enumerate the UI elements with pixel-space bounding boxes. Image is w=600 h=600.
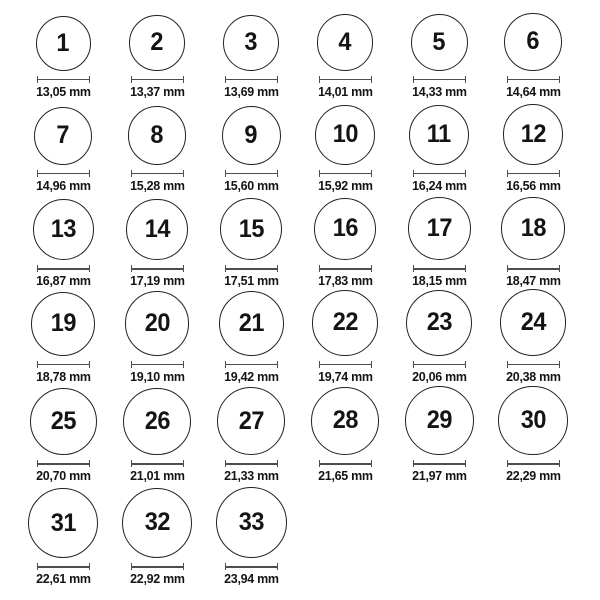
ring-circle [409,105,469,165]
ring-size-number: 5 [432,27,446,56]
diameter-ruler-icon [507,361,560,368]
ring-circle [405,386,474,455]
ring-size-number: 23 [426,308,452,336]
diameter-label: 16,87 mm [35,273,91,288]
diameter-label: 17,83 mm [317,273,373,288]
ring-size-item [392,290,486,384]
diameter-label: 20,38 mm [505,368,561,384]
ring-circle [219,291,284,356]
ring-size-item [204,487,298,586]
diameter-ruler-icon [225,76,278,83]
ring-size-number: 26 [144,406,170,435]
ring-circle [504,13,562,71]
ring-row [16,13,580,99]
ring-size-item [16,388,110,483]
ring-circle [31,292,95,356]
ring-circle [30,388,97,455]
ring-size-item [110,388,204,484]
ring-size-item [486,386,580,484]
ring-row [16,197,580,289]
ring-size-number: 18 [520,213,546,242]
ring-size-item [392,197,486,288]
ring-circle [317,14,374,71]
ring-size-item [298,198,392,289]
ring-size-item [110,106,204,193]
ring-size-number: 17 [426,214,452,242]
ring-size-item [16,199,110,288]
ring-circle [501,197,565,261]
diameter-ruler-icon [319,361,372,368]
ring-row [16,487,580,586]
ring-size-item [204,198,298,288]
ring-circle [28,488,98,558]
ring-circle [314,198,377,261]
ring-circle [223,15,279,71]
diameter-ruler-icon [507,460,560,467]
ring-size-item [204,15,298,99]
ring-size-number: 12 [520,119,546,148]
ring-circle [222,106,281,165]
ring-circle [33,199,94,260]
ring-circle [217,387,285,455]
diameter-label: 22,61 mm [35,571,91,586]
ring-size-number: 19 [50,309,76,337]
ring-circle [128,106,187,165]
ring-size-number: 9 [244,120,258,149]
ring-circle [311,387,380,456]
diameter-ruler-icon [413,460,466,467]
diameter-label: 20,06 mm [411,368,467,384]
diameter-label: 19,74 mm [317,368,373,384]
ring-size-number: 2 [150,28,164,57]
diameter-label: 22,92 mm [129,571,185,586]
ring-size-item [298,290,392,384]
ring-size-number: 10 [332,120,358,149]
diameter-ruler-icon [131,361,184,368]
diameter-ruler-icon [37,563,90,570]
ring-row [16,104,580,193]
ring-circle [408,197,471,260]
diameter-label: 14,33 mm [411,83,467,99]
diameter-label: 19,10 mm [129,368,185,384]
diameter-ruler-icon [37,265,90,272]
diameter-ruler-icon [37,170,90,177]
ring-size-item [486,197,580,289]
ring-size-item [392,105,486,193]
ring-size-number: 32 [144,508,170,537]
ring-size-item [486,289,580,384]
ring-circle [216,487,287,558]
diameter-label: 13,05 mm [35,83,91,99]
ring-circle [500,289,567,356]
diameter-label: 14,01 mm [317,83,373,99]
ring-circle [122,488,193,559]
ring-circle [123,388,191,456]
ring-circle [34,107,92,165]
diameter-label: 17,51 mm [223,273,279,288]
ring-size-number: 1 [56,28,70,57]
ring-circle [411,14,468,71]
diameter-ruler-icon [319,265,372,272]
ring-circle [315,105,375,165]
diameter-label: 17,19 mm [129,273,185,288]
ring-size-number: 7 [56,121,70,149]
diameter-label: 18,47 mm [505,273,561,288]
ring-circle [312,290,378,356]
ring-size-item [392,14,486,99]
diameter-label: 16,56 mm [505,177,561,193]
diameter-ruler-icon [319,170,372,177]
ring-size-item [110,488,204,587]
diameter-label: 14,64 mm [505,83,561,99]
diameter-ruler-icon [131,76,184,83]
ring-circle [129,15,185,71]
diameter-ruler-icon [507,170,560,177]
ring-size-item [486,104,580,193]
ring-circle [220,198,282,260]
ring-size-item [298,105,392,193]
diameter-ruler-icon [225,265,278,272]
ring-size-item [298,14,392,99]
ring-size-item [110,199,204,289]
diameter-label: 20,70 mm [35,468,91,483]
diameter-label: 19,42 mm [223,368,279,384]
ring-size-number: 29 [426,406,452,434]
ring-size-number: 28 [332,406,358,435]
ring-size-number: 22 [332,308,358,337]
ring-size-number: 27 [238,406,264,435]
ring-size-item [298,387,392,484]
diameter-label: 15,28 mm [129,177,185,193]
diameter-label: 22,29 mm [505,468,561,483]
diameter-label: 15,92 mm [317,177,373,193]
diameter-label: 14,96 mm [35,177,91,193]
diameter-label: 13,37 mm [129,83,185,99]
diameter-ruler-icon [413,76,466,83]
ring-size-number: 21 [238,308,264,337]
ring-size-number: 24 [520,307,546,336]
diameter-label: 16,24 mm [411,177,467,193]
diameter-label: 23,94 mm [223,571,279,586]
diameter-ruler-icon [37,361,90,368]
diameter-ruler-icon [131,460,184,467]
diameter-ruler-icon [413,170,466,177]
diameter-ruler-icon [225,170,278,177]
ring-row [16,386,580,484]
ring-size-number: 8 [150,120,164,149]
diameter-ruler-icon [37,76,90,83]
ring-size-number: 4 [338,27,352,56]
diameter-ruler-icon [131,265,184,272]
ring-size-item [16,292,110,384]
ring-size-item [486,13,580,99]
diameter-label: 13,69 mm [223,83,279,99]
ring-size-number: 6 [526,27,540,56]
ring-size-item [110,15,204,99]
ring-size-item [204,291,298,384]
diameter-ruler-icon [507,76,560,83]
ring-size-item [392,386,486,483]
ring-circle [503,104,564,165]
ring-size-item [204,387,298,483]
ring-size-item [16,488,110,586]
ring-size-number: 14 [144,214,170,243]
diameter-label: 18,15 mm [411,273,467,288]
ring-size-item [16,107,110,193]
diameter-label: 21,01 mm [129,468,185,483]
diameter-label: 21,33 mm [223,468,279,483]
diameter-label: 18,78 mm [35,368,91,384]
diameter-ruler-icon [225,563,278,570]
diameter-ruler-icon [225,361,278,368]
ring-size-number: 30 [520,405,546,434]
ring-circle [125,291,190,356]
ring-size-number: 11 [427,120,451,148]
diameter-ruler-icon [413,361,466,368]
diameter-label: 21,97 mm [411,468,467,483]
ring-size-item [110,291,204,384]
diameter-ruler-icon [131,563,184,570]
ring-size-item [16,16,110,99]
ring-size-number: 25 [50,407,76,435]
ring-size-number: 16 [332,214,358,243]
ring-size-number: 20 [144,308,170,337]
diameter-ruler-icon [225,460,278,467]
diameter-label: 15,60 mm [223,177,279,193]
ring-size-number: 15 [238,214,264,243]
ring-circle [498,386,568,456]
ring-circle [36,16,91,71]
ring-size-number: 31 [50,508,76,537]
ring-size-number: 3 [244,28,258,56]
ring-size-item [204,106,298,193]
diameter-ruler-icon [413,265,466,272]
ring-circle [406,290,472,356]
ring-size-number: 33 [238,508,264,536]
diameter-ruler-icon [37,460,90,467]
diameter-label: 21,65 mm [317,468,373,483]
diameter-ruler-icon [319,460,372,467]
ring-size-number: 13 [50,215,76,243]
ring-row [16,289,580,384]
ring-circle [126,199,188,261]
diameter-ruler-icon [319,76,372,83]
diameter-ruler-icon [507,265,560,272]
diameter-ruler-icon [131,170,184,177]
